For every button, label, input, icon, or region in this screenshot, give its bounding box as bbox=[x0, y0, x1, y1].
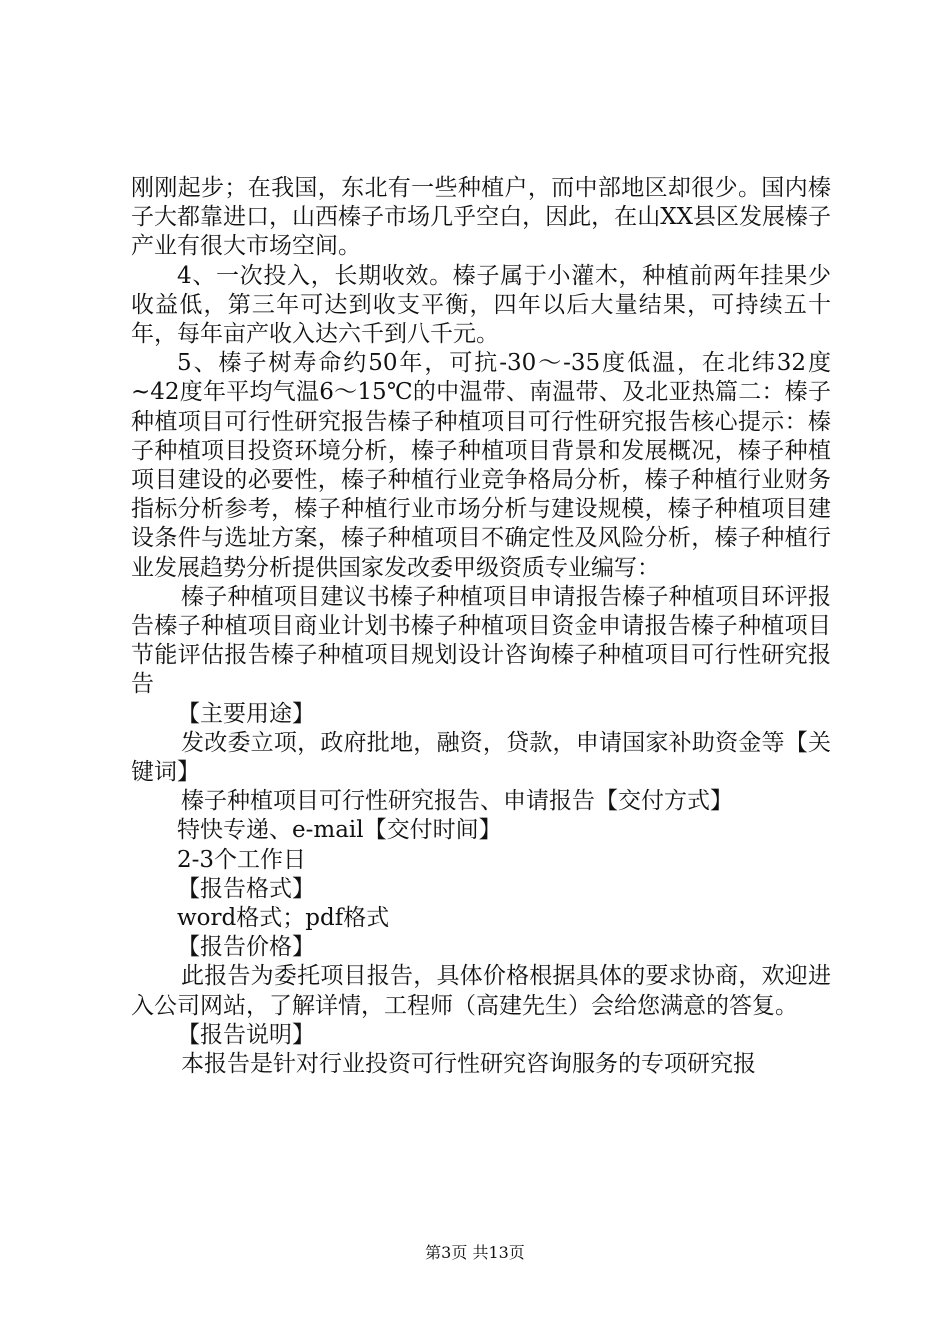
paragraph-continued: 刚刚起步；在我国，东北有一些种植户，而中部地区却很少。国内榛子大都靠进口，山西榛子市场几乎空白，因此，在山XX县区发展榛子产业有很大市场空间。 bbox=[131, 175, 831, 260]
page-number-footer: 第3页 共13页 bbox=[425, 1243, 525, 1262]
paragraph-delivery: 特快专递、e-mail【交付时间】 bbox=[177, 817, 502, 844]
heading-report-description: 【报告说明】 bbox=[177, 1021, 315, 1048]
paragraph-point-5: 5、榛子树寿命约50年，可抗-30～-35度低温，在北纬32度~42度年平均气温6～15℃的中温带、南温带、及北亚热篇二：榛子种植项目可行性研究报告榛子种植项目可行性研究报告核心提示：榛子种植项目投资环境分析，榛子种植项目背景和发展概况，榛子种植项目建设的必要性，榛子种植行业竞争格局分析，榛子种植行业财务指标分析参考，榛子种植行业市场分析与建设规模，榛子种植项目建设条件与选址方案，榛子种植项目不确定性及风险分析，榛子种植行业发展趋势分析提供国家发改委甲级资质专业编写： bbox=[131, 350, 831, 581]
paragraph-report-types: 榛子种植项目建议书榛子种植项目申请报告榛子种植项目环评报告榛子种植项目商业计划书榛子种植项目资金申请报告榛子种植项目节能评估报告榛子种植项目规划设计咨询榛子种植项目可行性研究报告 bbox=[131, 583, 831, 698]
document-body bbox=[131, 174, 831, 1079]
heading-report-format: 【报告格式】 bbox=[177, 875, 315, 902]
paragraph-keywords: 榛子种植项目可行性研究报告、申请报告【交付方式】 bbox=[181, 788, 733, 815]
paragraph-report-price: 此报告为委托项目报告，具体价格根据具体的要求协商，欢迎进入公司网站，了解详情，工程师（高建先生）会给您满意的答复。 bbox=[131, 963, 831, 1019]
paragraph-point-4: 4、一次投入，长期收效。榛子属于小灌木，种植前两年挂果少收益低，第三年可达到收支平衡，四年以后大量结果，可持续五十年，每年亩产收入达六千到八千元。 bbox=[131, 262, 831, 348]
paragraph-report-format: word格式；pdf格式 bbox=[177, 905, 390, 932]
paragraph-report-description: 本报告是针对行业投资可行性研究咨询服务的专项研究报 bbox=[181, 1051, 756, 1078]
paragraph-main-use: 发改委立项，政府批地，融资，贷款，申请国家补助资金等【关键词】 bbox=[131, 729, 831, 786]
heading-main-use: 【主要用途】 bbox=[177, 700, 315, 727]
paragraph-delivery-time: 2-3个工作日 bbox=[177, 846, 307, 873]
heading-report-price: 【报告价格】 bbox=[177, 934, 315, 961]
